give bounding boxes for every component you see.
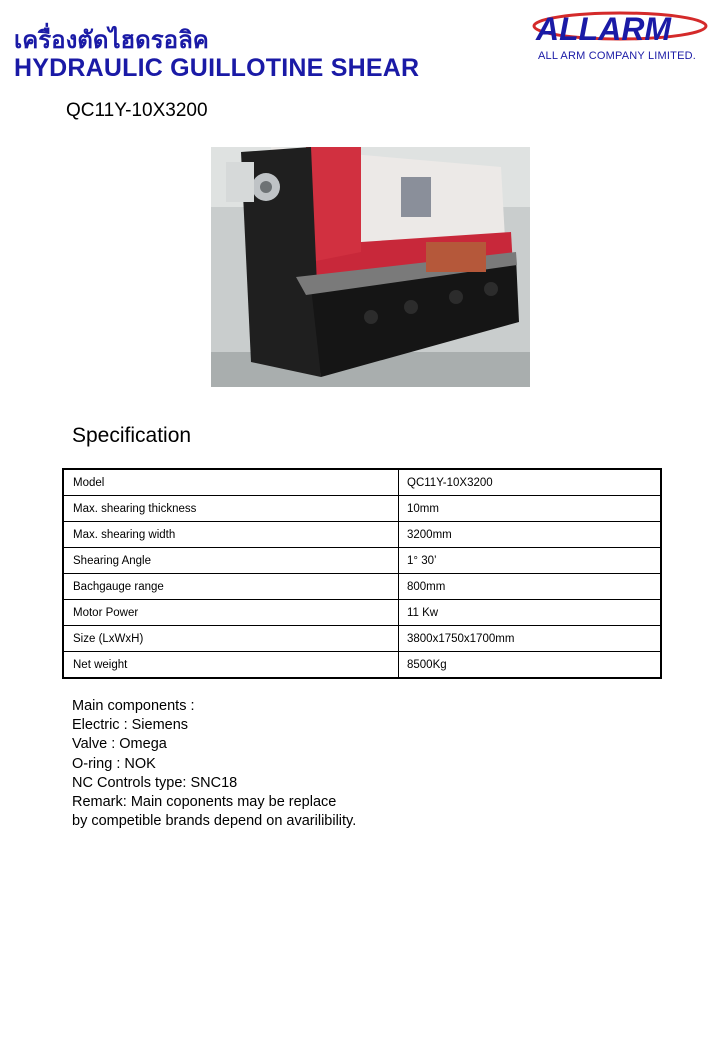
table-row [63,626,661,652]
logo-wordmark: ALLARM [536,11,672,47]
spec-value: QC11Y-10X3200 [399,469,662,496]
table-row [63,652,661,679]
title-english: HYDRAULIC GUILLOTINE SHEAR [14,54,420,82]
component-line: Electric : Siemens [72,717,189,734]
table-row [63,548,661,574]
machine-photo [211,147,530,387]
spec-label: Bachgauge range [63,574,399,600]
components-list [72,697,356,831]
company-name: ALL ARM COMPANY LIMITED. [538,50,697,62]
component-line: Remark: Main coponents may be replace [72,794,337,811]
spec-value: 3200mm [399,522,662,548]
spec-label: Max. shearing width [63,522,399,548]
component-line: Valve : Omega [72,736,167,753]
table-row [63,469,661,496]
spec-label: Net weight [63,652,399,679]
table-row [63,574,661,600]
specification-heading: Specification [72,424,192,447]
component-line: O-ring : NOK [72,755,156,772]
component-line: NC Controls type: SNC18 [72,774,238,791]
spec-label: Motor Power [63,600,399,626]
specification-table [62,468,662,679]
model-heading: QC11Y-10X3200 [66,100,208,121]
component-line: by competible brands depend on avarilibility. [72,813,357,830]
table-row [63,522,661,548]
spec-value: 1° 30’ [399,548,662,574]
spec-value: 11 Kw [399,600,662,626]
spec-label: Shearing Angle [63,548,399,574]
table-row [63,600,661,626]
spec-value: 800mm [399,574,662,600]
spec-label: Max. shearing thickness [63,496,399,522]
spec-value: 10mm [399,496,662,522]
title-thai: เครื่องตัดไฮดรอลิค [14,26,209,54]
spec-label: Size (LxWxH) [63,626,399,652]
spec-value: 3800x1750x1700mm [399,626,662,652]
spec-label: Model [63,469,399,496]
components-heading: Main components : [72,698,195,714]
spec-value: 8500Kg [399,652,662,679]
table-row [63,496,661,522]
